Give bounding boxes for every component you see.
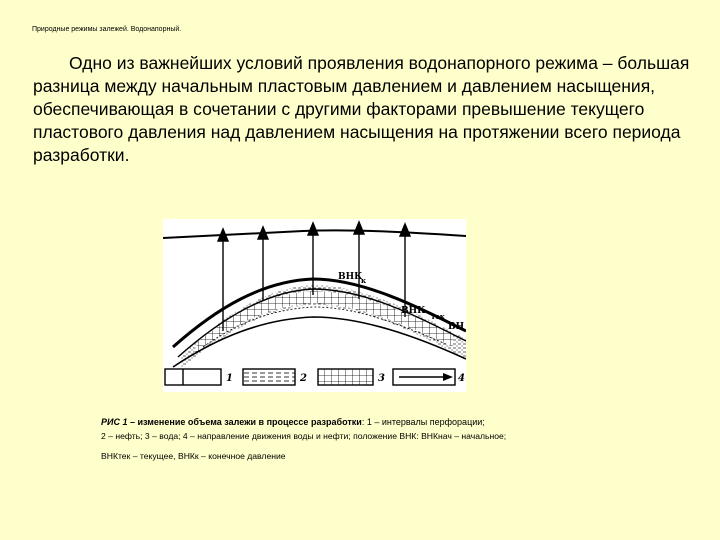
legend-perforation-box: [165, 369, 221, 385]
legend: [165, 369, 465, 385]
label-vn-cut: ВН: [448, 322, 465, 332]
oil-zone: [193, 291, 453, 355]
caption-fig-label: РИС 1: [101, 417, 128, 427]
caption-line-3: ВНКтек – текущее, ВНКк – конечное давление: [101, 451, 286, 461]
legend-water-box: [318, 369, 373, 385]
caption-line-2: 2 – нефть; 3 – вода; 4 – направление движения воды и нефти; положение ВНК: ВНКнач – начальное;: [101, 431, 507, 441]
legend-num-2: 2: [300, 373, 307, 384]
legend-num-4: 4: [458, 373, 465, 384]
slide-header: Природные режимы залежей. Водонапорный.: [32, 26, 182, 33]
label-vnk-tek-sub: тек: [431, 312, 445, 321]
body-paragraph: Одно из важнейших условий проявления водонапорного режима – большая разница между начальным пластовым давлением и давлением насыщения, обеспечивающая в сочетании с другими факторами превышение текущего пластового давления над давлением насыщения на протяжении всего периода разработки.: [33, 53, 690, 165]
caption-title: – изменение объема залежи в процессе разработки: [127, 417, 362, 427]
reservoir-diagram-svg: [163, 219, 466, 392]
figure-diagram: [163, 219, 466, 392]
legend-oil-box: [243, 369, 295, 385]
label-vnk-k-sub: к: [361, 276, 367, 285]
legend-num-1: 1: [226, 373, 233, 384]
label-vnk-k: ВНК: [338, 272, 363, 282]
legend-num-3: 3: [378, 373, 385, 384]
caption-line1-rest: : 1 – интервалы перфорации;: [361, 417, 485, 427]
label-vnk-tek: ВНК: [401, 306, 426, 316]
caption-line-1: [101, 417, 485, 427]
